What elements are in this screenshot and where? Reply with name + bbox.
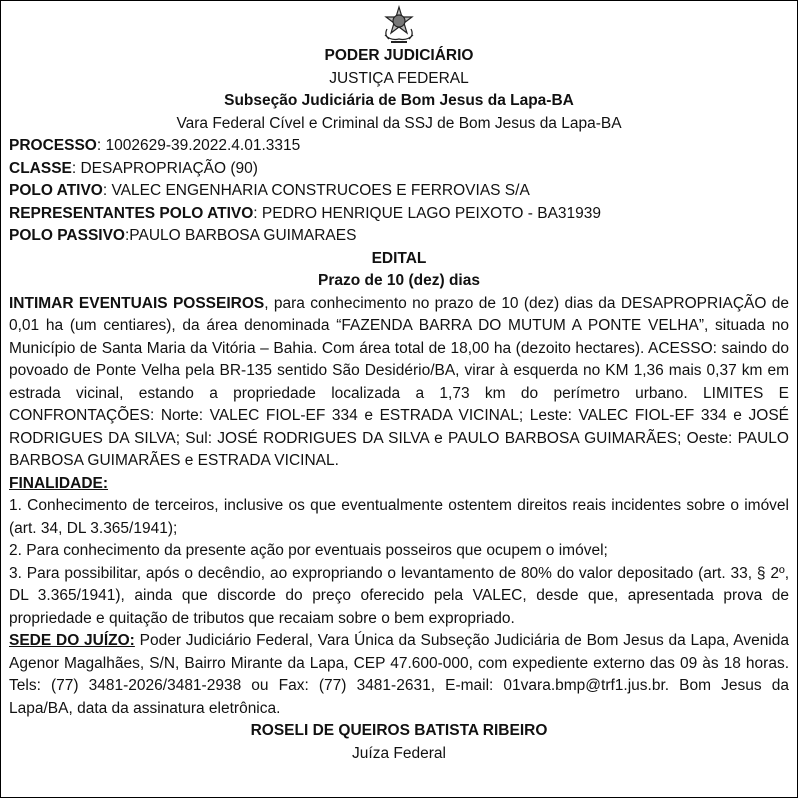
sede-heading: SEDE DO JUÍZO: <box>9 632 135 649</box>
edital-prazo: Prazo de 10 (dez) dias <box>318 272 480 289</box>
case-processo <box>9 135 789 158</box>
polo-ativo-label: POLO ATIVO <box>9 182 103 199</box>
polo-passivo-label: POLO PASSIVO <box>9 227 125 244</box>
case-representantes <box>9 203 789 226</box>
signature-name: ROSELI DE QUEIROS BATISTA RIBEIRO <box>250 722 548 739</box>
polo-passivo-value: :PAULO BARBOSA GUIMARAES <box>125 227 357 244</box>
finalidade-item-1: 1. Conhecimento de terceiros, inclusive os que eventualmente ostentem direitos reais incidentes sobre o imóvel (art. 34, DL 3.365/1941); <box>9 497 789 537</box>
representantes-value: : PEDRO HENRIQUE LAGO PEIXOTO - BA31939 <box>253 204 602 222</box>
finalidade-heading: FINALIDADE: <box>9 474 109 492</box>
processo-label: PROCESSO <box>9 137 97 154</box>
classe-label: CLASSE <box>9 159 72 177</box>
sede-body: Poder Judiciário Federal, Vara Única da Subseção Judiciária de Bom Jesus da Lapa, Avenida Agenor Magalhães, S/N, Bairro Mirante da Lapa, CEP 47.600-000, com expediente externo das 09 às 18 horas. Tels: (77) 3481-2026/3481-2938 ou Fax: (77) 3481-2631, E-mail: 01vara.bmp@trf1.jus.br. Bom Jesus da Lapa/BA, data da assinatura eletrônica. <box>9 632 789 717</box>
intimar-lead: INTIMAR EVENTUAIS POSSEIROS <box>9 294 265 312</box>
edital-body <box>9 293 789 473</box>
header-vara: Vara Federal Cível e Criminal da SSJ de Bom Jesus da Lapa-BA <box>176 114 622 132</box>
edital-body-text: , para conhecimento no prazo de 10 (dez) dias da DESAPROPRIAÇÃO de 0,01 ha (um centiares), da área denominada “FAZENDA BARRA DO MUTUM A PONTE VELHA”, situada no Município de Santa Maria da Vitória – Bahia. Com área total de 18,00 ha (dezoito hectares). ACESSO: saindo do povoado de Ponte Velha pela BR-135 sentido São Desidério/BA, virar à esquerda no KM 1,36 mais 0,37 km em estrada vicinal, estando a propriedade localizada a 1,73 km do perímetro urbano. LIMITES E CONFRONTAÇÕES: Norte: VALEC FIOL-EF 334 e ESTRADA VICINAL; Leste: VALEC FIOL-EF 334 e JOSÉ RODRIGUES DA SILVA; Sul: JOSÉ RODRIGUES DA SILVA e PAULO BARBOSA GUIMARÃES; Oeste: PAULO BARBOSA GUIMARÃES e ESTRADA VICINAL. <box>9 294 789 469</box>
polo-ativo-value: : VALEC ENGENHARIA CONSTRUCOES E FERROVIAS S/A <box>102 182 530 199</box>
case-polo-ativo <box>9 180 789 203</box>
finalidade-item-2: 2. Para conhecimento da presente ação por eventuais posseiros que ocupem o imóvel; <box>9 542 608 559</box>
brazil-coat-of-arms-icon <box>381 5 417 45</box>
case-classe <box>9 158 789 181</box>
sede-paragraph <box>9 630 789 720</box>
header-justica-federal: JUSTIÇA FEDERAL <box>329 69 469 87</box>
finalidade-item-3: 3. Para possibilitar, após o decêndio, ao expropriando o levantamento de 80% do valor depositado (art. 33, § 2º, DL 3.365/1941), ainda que discorde do preço oferecido pela VALEC, desde que, apresentada prova de propriedade e quitação de tributos que recaiam sobre o bem expropriado. <box>9 564 789 627</box>
edital-title: EDITAL <box>371 249 427 267</box>
classe-value: : DESAPROPRIAÇÃO (90) <box>71 159 258 177</box>
processo-value: : 1002629-39.2022.4.01.3315 <box>96 137 301 154</box>
header-poder-judiciario: PODER JUDICIÁRIO <box>324 47 474 64</box>
header-subsecao: Subseção Judiciária de Bom Jesus da Lapa-BA <box>224 92 574 109</box>
case-polo-passivo <box>9 225 789 248</box>
representantes-label: REPRESENTANTES POLO ATIVO <box>9 204 254 222</box>
signature-role: Juíza Federal <box>352 744 446 762</box>
